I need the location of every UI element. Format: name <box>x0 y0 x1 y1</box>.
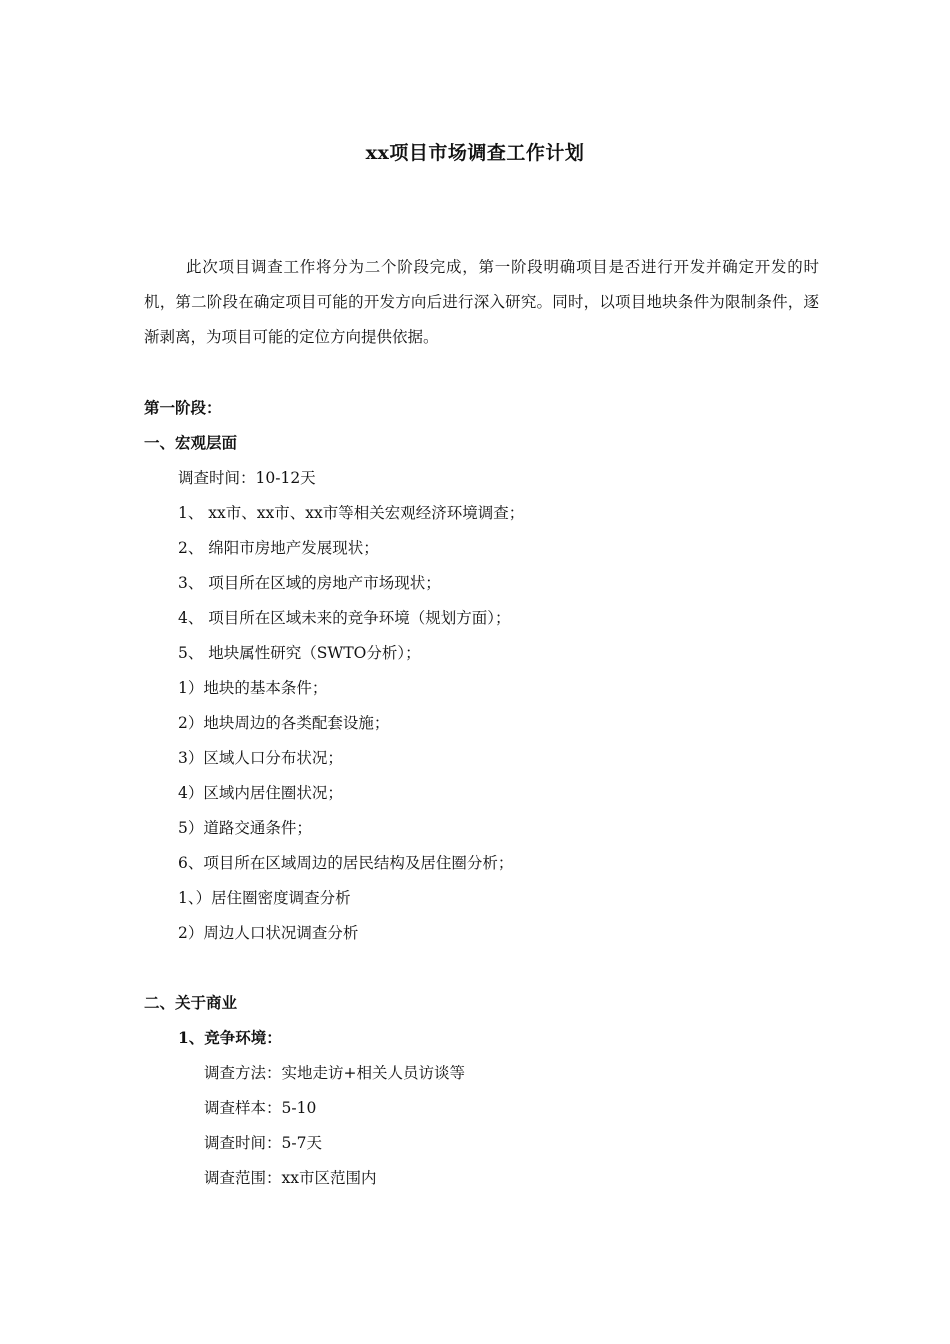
detail-line: 调查样本：5-10 <box>204 1099 317 1117</box>
survey-time: 调查时间：10-12天 <box>178 469 316 487</box>
detail-line: 调查方法：实地走访+相关人员访谈等 <box>204 1064 465 1082</box>
intro-paragraph: 此次项目调查工作将分为二个阶段完成，第一阶段明确项目是否进行开发并确定开发的时机，第二阶段在确定项目可能的开发方向后进行深入研究。同时，以项目地块条件为限制条件，逐渐剥离，为项目可能的定位方向提供依据。 <box>144 258 819 346</box>
phase1-heading: 第一阶段： <box>144 398 222 417</box>
document-title: xx项目市场调查工作计划 <box>365 142 585 164</box>
list-item: 1、 xx市、xx市、xx市等相关宏观经济环境调查； <box>178 504 525 522</box>
list-item: 2、 绵阳市房地产发展现状； <box>178 539 379 557</box>
list-item: 2）周边人口状况调查分析 <box>178 924 359 942</box>
detail-line: 调查时间：5-7天 <box>204 1134 322 1152</box>
list-item: 4、 项目所在区域未来的竞争环境（规划方面）； <box>178 609 511 627</box>
list-item: 6、项目所在区域周边的居民结构及居住圈分析； <box>178 854 514 872</box>
competition-heading: 1、竞争环境： <box>178 1028 282 1047</box>
list-item: 5）道路交通条件； <box>178 819 312 837</box>
list-item: 4）区域内居住圈状况； <box>178 784 343 802</box>
list-item: 5、 地块属性研究（SWTO分析）； <box>178 644 421 662</box>
list-item: 1、）居住圈密度调查分析 <box>178 889 351 907</box>
list-item: 3）区域人口分布状况； <box>178 749 343 767</box>
list-item: 3、 项目所在区域的房地产市场现状； <box>178 574 441 592</box>
section1-heading: 一、宏观层面 <box>144 433 238 452</box>
list-item: 1）地块的基本条件； <box>178 679 328 697</box>
detail-line: 调查范围：xx市区范围内 <box>204 1169 377 1187</box>
section2-heading: 二、关于商业 <box>144 993 238 1012</box>
list-item: 2）地块周边的各类配套设施； <box>178 714 390 732</box>
